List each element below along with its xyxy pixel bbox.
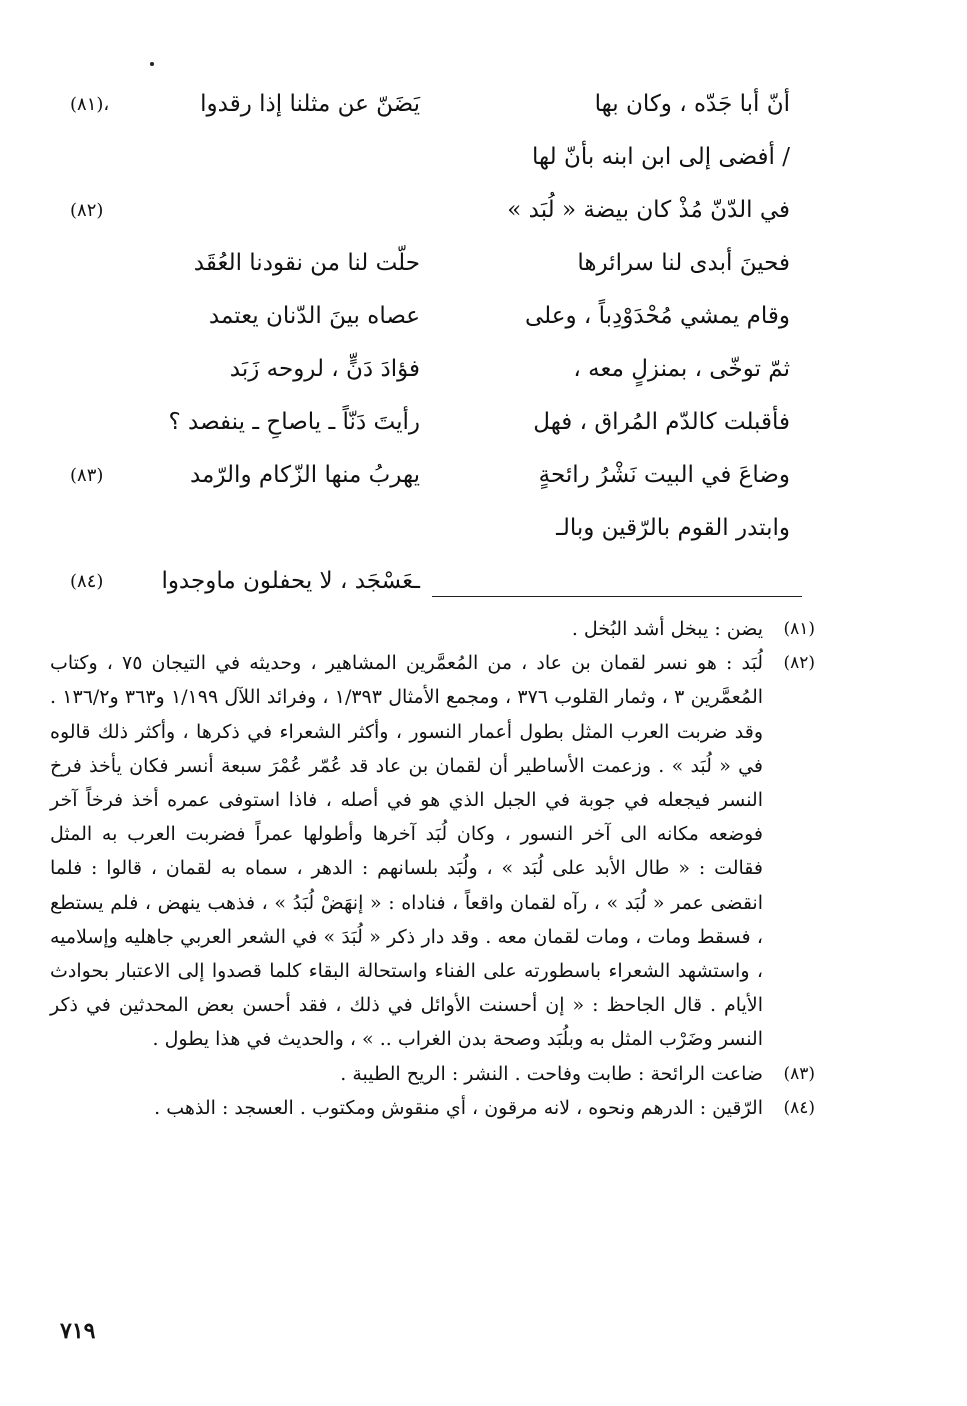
verse-first-hemistich: / أفضى إلى ابن ابنه بأنّ لها — [532, 144, 790, 170]
verse-first-hemistich: فحينَ أبدى لنا سرائرها — [577, 250, 790, 276]
ink-dot — [150, 62, 154, 66]
poem-verse — [70, 237, 790, 290]
footnote-text: يضن : يبخل أشد البُخل . — [571, 618, 763, 640]
verse-second-hemistich: فؤادَ دَنٍّ ، لروحه زَبَد — [229, 356, 420, 382]
verse-first-hemistich: وابتدر القوم بالرّقين وبالـ — [556, 515, 790, 541]
footnote — [50, 1091, 815, 1125]
verse-second-hemistich: ـعَسْجَد ، لا يحفلون ماوجدوا — [161, 568, 420, 594]
footnote-number: (٨٢) — [783, 653, 815, 674]
footnote — [50, 646, 815, 1056]
verse-first-hemistich: ثمّ توخّى ، بمنزلٍ معه ، — [573, 356, 790, 382]
poem-verse — [70, 555, 790, 608]
verse-first-hemistich: وضاعَ في البيت نَشْرُ رائحةٍ — [538, 462, 790, 488]
footnotes-block — [50, 612, 815, 1125]
poem-verse — [70, 78, 790, 131]
footnote — [50, 612, 815, 646]
poem-verse — [70, 343, 790, 396]
verse-second-hemistich: يهربُ منها الزّكام والرّمد — [189, 462, 420, 488]
verse-second-hemistich: رأيتَ دَنّاً ـ ياصاحِ ـ ينفصد ؟ — [168, 409, 420, 435]
footnote-text: ضاعت الرائحة : طابت وفاحت . النشر : الريح الطيبة . — [340, 1062, 763, 1085]
footnote — [50, 1057, 815, 1091]
footnote-number: (٨٣) — [783, 1063, 815, 1084]
footnote-number: (٨٤) — [783, 1097, 815, 1118]
verse-second-hemistich: يَضَنّ عن مثلنا إذا رقدوا — [200, 91, 420, 117]
poem-verse — [70, 502, 790, 555]
footnote-number: (٨١) — [783, 619, 815, 639]
page-number: ٧١٩ — [60, 1318, 96, 1344]
footnote-divider — [432, 596, 802, 597]
verse-second-hemistich: عصاه بينَ الدّنان يعتمد — [208, 303, 420, 329]
footnote-text: الرّقين : الدرهم ونحوه ، لانه مرقون ، أي منقوش ومكتوب . العسجد : الذهب . — [154, 1096, 763, 1119]
footnote-text: لُبَد : هو نسر لقمان بن عاد ، من المُعمَّرين المشاهير ، وحديثه في التيجان ٧٥ ، وكتاب المُعمَّرين ٣ ، وثمار القلوب ٣٧٦ ، ومجمع الأمثال ١/٣٩٣ ، وفرائد اللآل ١/١٩٩ و٣٦٣ و١٣٦/٢ . وقد ضربت العرب المثل بطول أعمار النسور ، وأكثر الشعراء في ذكرها ، وأكثر ذلك قالوه في « لُبَد » . وزعمت الأساطير أن لقمان بن عاد قد عُمّر عُمْرَ سبعة أنسر فكان يأخذ فرخ النسر فيجعله في جوبة في الجبل الذي هو في أصله ، فاذا استوفى عمره أخذ فرخاً آخر فوضعه مكانه الى آخر النسور ، وكان لُبَد آخرها وأطولها عمراً فضربت العرب به المثل فقالت : « طال الأبد على لُبَد » ، ولُبَد بلسانهم : الدهر ، سماه به لقمان ، قالوا : فلما انقضى عمر « لُبَد » ، رآه لقمان واقعاً ، فناداه : « إنهَضْ لُبَدُ » ، فذهب ينهض ، فلم يستطع ، فسقط ومات ، ومات لقمان معه . وقد دار ذكر « لُبَدَ » في الشعر العربي جاهليه وإسلاميه ، واستشهد الشعراء باسطورته على الفناء واستحالة البقاء كلما قصدوا إلى الاعتبار بحوادث الأيام . قال الجاحظ : « إن أحسنت الأوائل في ذلك ، فقد أحسن بعض المحدثين في ذكر النسر وضَرْب المثل به وبلُبَد وصحة بدن الغراب .. » ، والحديث في هذا يطول . — [50, 652, 764, 1051]
poem-verse — [70, 131, 790, 184]
verse-second-hemistich: حلّت لنا من نقودنا العُقَد — [193, 250, 420, 276]
footnote-reference: (٨٣) — [70, 465, 104, 486]
poem-block — [70, 78, 790, 608]
poem-verse — [70, 396, 790, 449]
verse-first-hemistich: أنّ أبا جَدّه ، وكان بها — [594, 91, 790, 117]
poem-verse — [70, 290, 790, 343]
footnote-reference: (٨٢) — [70, 200, 104, 221]
verse-first-hemistich: فأقبلت كالدّم المُراق ، فهل — [533, 409, 790, 435]
footnote-reference: (٨١)، — [70, 94, 110, 115]
poem-verse — [70, 449, 790, 502]
footnote-reference: (٨٤) — [70, 571, 104, 592]
poem-verse — [70, 184, 790, 237]
verse-first-hemistich: وقام يمشي مُحْدَوْدِباً ، وعلى — [524, 303, 790, 329]
verse-first-hemistich: في الدّنّ مُذْ كان بيضة « لُبَد » — [507, 197, 790, 223]
